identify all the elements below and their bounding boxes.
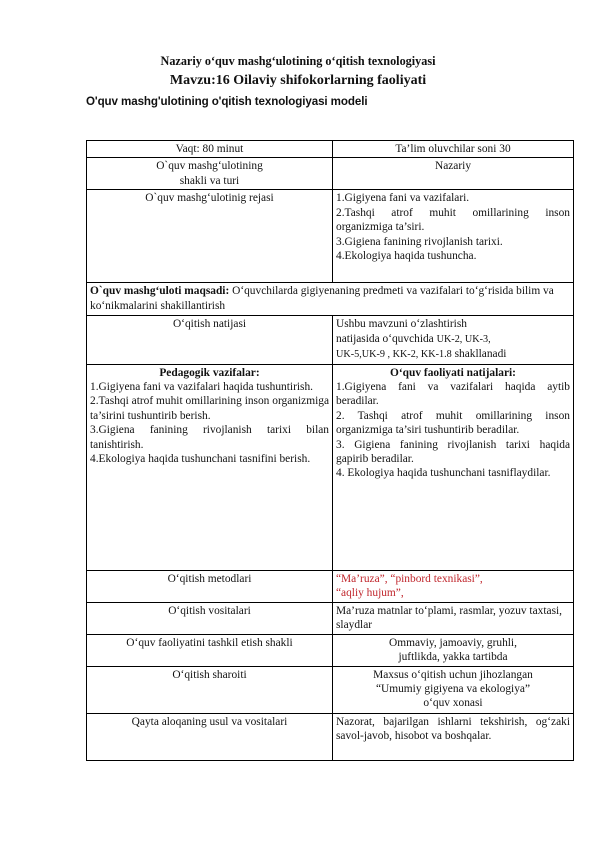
result-line-1: Ushbu mavzuni o‘zlashtirish [336,318,467,331]
tools-label-cell: O‘qitish vositalari [87,602,333,634]
model-title: O'quv mashg'ulotining o'qitish texnologiyasi modeli [86,95,368,108]
document-title: Nazariy o‘quv mashg‘ulotining o‘qitish texnologiyasi [160,54,436,68]
table-row-plan [87,190,574,283]
methods-line-1: “Ma’ruza”, “pinbord texnikasi”, [336,572,483,585]
pedagogical-tasks-cell [87,364,333,570]
activity-results-title: O‘quv faoliyati natijalari: [390,366,516,379]
students-cell: Ta’lim oluvchilar soni 30 [333,141,574,158]
conditions-line-2: “Umumiy gigiyena va ekologiya” [375,683,531,696]
activity-result: 4. Ekologiya haqida tushunchani tasniflaydilar. [336,467,551,480]
organization-line-2: juftlikda, yakka tartibda [398,651,508,664]
plan-item: 2.Tashqi atrof muhit omillarining inson organizmiga ta’siri. [336,206,570,234]
competency-codes: UK-5,UK-9 , KK-2, KK-1.8 [336,349,452,361]
table-row-conditions [87,666,574,713]
form-label-line-2: shakli va turi [179,174,240,187]
table-row-organization [87,634,574,666]
table-row-time [87,141,574,158]
table-row-feedback [87,713,574,760]
plan-item: 4.Ekologiya haqida tushuncha. [336,250,477,263]
time-cell: Vaqt: 80 minut [87,141,333,158]
methods-value-cell [333,570,574,602]
topic-title: Mavzu:16 Oilaviy shifokorlarning faoliyati [169,73,427,88]
pedagogical-tasks-title: Pedagogik vazifalar: [159,366,260,379]
table-row-tasks [87,364,574,570]
table-row-methods [87,570,574,602]
organization-value-cell [333,634,574,666]
table-row-result [87,316,574,364]
result-value-cell [333,316,574,364]
pedagogical-task: 2.Tashqi atrof muhit omillarining inson organizmiga ta’sirini tushuntirib berish. [90,395,329,422]
activity-result: 2. Tashqi atrof muhit omillarining inson organizmiga ta’siri tushuntirib beradilar. [336,409,570,437]
lesson-model-table [86,140,574,761]
plan-value-cell [333,190,574,283]
plan-item: 3.Gigiena fanining rivojlanish tarixi. [336,235,503,248]
plan-label-cell: O`quv mashg‘ulotinig rejasi [87,190,333,283]
result-text: shakllanadi [451,348,507,361]
methods-label-cell: O‘qitish metodlari [87,570,333,602]
tools-value-cell: Ma’ruza matnlar to‘plami, rasmlar, yozuv taxtasi, slaydlar [333,602,574,634]
result-line-2 [336,332,570,347]
conditions-line-1: Maxsus o‘qitish uchun jihozlangan [373,668,533,681]
pedagogical-task: 4.Ekologiya haqida tushunchani tasnifini berish. [90,453,311,466]
form-label-line-1: O`quv mashg‘ulotining [156,160,263,173]
result-text: natijasida o‘quvchida [336,332,437,345]
result-line-3 [336,347,570,362]
table-row-form [87,158,574,190]
form-label-cell [87,158,333,190]
goal-text: O‘quvchilarda gigiyenaning predmeti va vazifalari to‘g‘risida bilim va ko‘nikmalarini shakillantirish [90,285,554,312]
activity-results-cell [333,364,574,570]
feedback-value-cell: Nazorat, bajarilgan ishlarni tekshirish, og‘zaki savol-javob, hisobot va boshqalar. [333,713,574,760]
organization-label-cell: O‘quv faoliyatini tashkil etish shakli [87,634,333,666]
activity-result: 1.Gigiyena fani va vazifalari haqida aytib beradilar. [336,381,570,408]
goal-label: O`quv mashg‘uloti maqsadi: [90,285,230,298]
activity-result: 3. Gigiena fanining rivojlanish tarixi haqida gapirib beradilar. [336,438,570,466]
methods-line-2: “aqliy hujum”, [336,587,404,600]
pedagogical-task: 3.Gigiena fanining rivojlanish tarixi bilan tanishtirish. [90,424,329,451]
pedagogical-task: 1.Gigiyena fani va vazifalari haqida tushuntirish. [90,381,313,394]
table-row-tools [87,602,574,634]
goal-cell [87,283,574,316]
result-label-cell: O‘qitish natijasi [87,316,333,364]
plan-item: 1.Gigiyena fani va vazifalari. [336,192,470,205]
form-value-cell: Nazariy [333,158,574,190]
conditions-line-3: o‘quv xonasi [423,697,483,710]
organization-line-1: Ommaviy, jamoaviy, gruhli, [389,636,517,649]
feedback-label-cell: Qayta aloqaning usul va vositalari [87,713,333,760]
conditions-value-cell [333,666,574,713]
competency-codes: UK-2, UK-3, [436,333,491,345]
table-row-goal [87,283,574,316]
conditions-label-cell: O‘qitish sharoiti [87,666,333,713]
